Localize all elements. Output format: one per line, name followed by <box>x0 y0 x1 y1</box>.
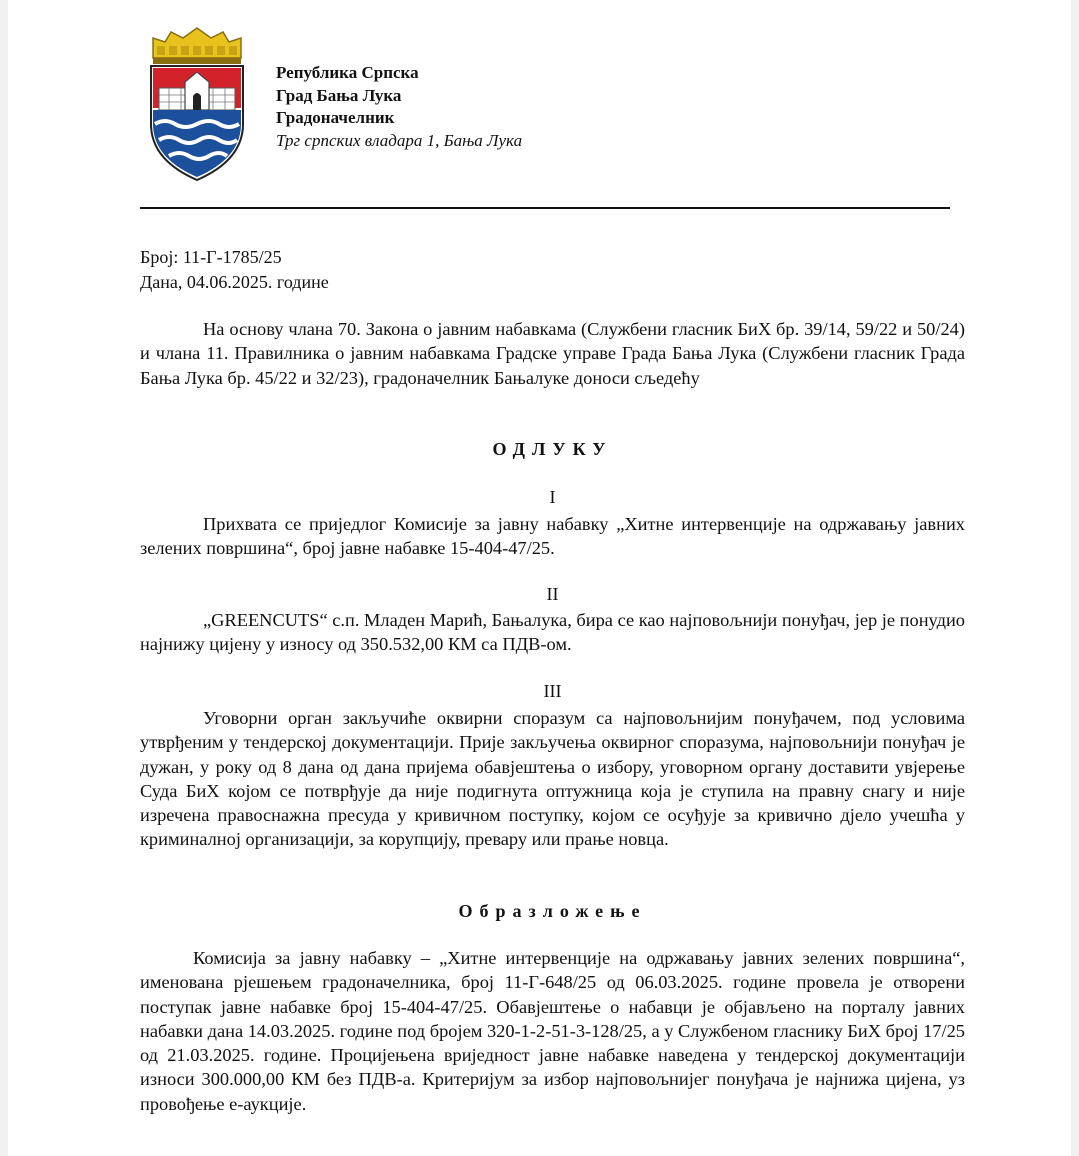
office-address: Трг српских владара 1, Бања Лука <box>276 130 523 150</box>
city-name: Град Бања Лука <box>276 85 402 105</box>
reasoning-title: Образложење <box>458 901 647 921</box>
section-numeral-1: I <box>549 487 556 507</box>
decision-title: ОДЛУКУ <box>492 439 613 459</box>
header-divider <box>140 207 950 209</box>
document-date: Дана, 04.06.2025. године <box>140 271 329 292</box>
republic-name: Република Српска <box>276 63 419 82</box>
city-coat-of-arms-icon <box>145 24 249 184</box>
document-number: Број: 11-Г-1785/25 <box>140 247 282 267</box>
office-name: Градоначелник <box>276 108 395 127</box>
document-meta <box>140 245 329 294</box>
section-numeral-2: II <box>546 584 559 604</box>
section-text-2: „GREENCUTS“ с.п. Младен Марић, Бањалука, бира се као најповољнији понуђач, јер је понудио најнижу цијену у износу од 350.532,00 КМ са ПДВ-ом. <box>140 610 965 655</box>
scan-border-left <box>0 0 8 1156</box>
section-text-3: Уговорни орган закључиће оквирни споразум са најповољнијим понуђачем, под условима утврђеним у тендерској документацији. Прије закључења оквирног споразума, најповољнији понуђач је дужан, у року од 8 дана од дана пријема обавјештења о избору, уговорном органу доставити увјерење Суда БиХ којом се потврђује да није подигнута оптужница која је ступила на правну снагу и није изречена правоснажна пресуда у кривичном поступку, којом се осуђује за кривично дјело учешћа у криминалној организацији, за корупцију, превару или прање новца. <box>140 708 965 850</box>
scan-border-right <box>1071 0 1079 1156</box>
document-header <box>276 62 522 152</box>
preamble-paragraph: На основу члана 70. Закона о јавним набавкама (Службени гласник БиХ бр. 39/14, 59/22 и 50/24) и члана 11. Правилника о јавним набавкама Градске управе Града Бања Лука (Службени гласник Града Бања Лука бр. 45/22 и 32/23), градоначелник Бањалуке доноси сљедећу <box>140 319 965 388</box>
reasoning-paragraph: Комисија за јавну набавку – „Хитне интервенције на одржавању јавних зелених површина“, именована рјешењем градоначелника, број 11-Г-648/25 од 06.03.2025. године провела је отворени поступак јавне набавке број 15-404-47/25. Обавјештење о набавци је објављено на порталу јавних набавки дана 14.03.2025. године под бројем 320-1-2-51-3-128/25, а у Службеном гласнику БиХ број 17/25 од 21.03.2025. године. Процијењена вриједност јавне набавке наведена у тендерској документацији износи 300.000,00 КМ без ПДВ-а. Критеријум за избор најповољнијег понуђача је најнижа цијена, уз провођење е-аукције. <box>140 948 965 1114</box>
section-text-1: Прихвата се приједлог Комисије за јавну набавку „Хитне интервенције на одржавању јавних зелених површина“, број јавне набавке 15-404-47/25. <box>140 514 965 559</box>
section-numeral-3: III <box>543 681 562 701</box>
